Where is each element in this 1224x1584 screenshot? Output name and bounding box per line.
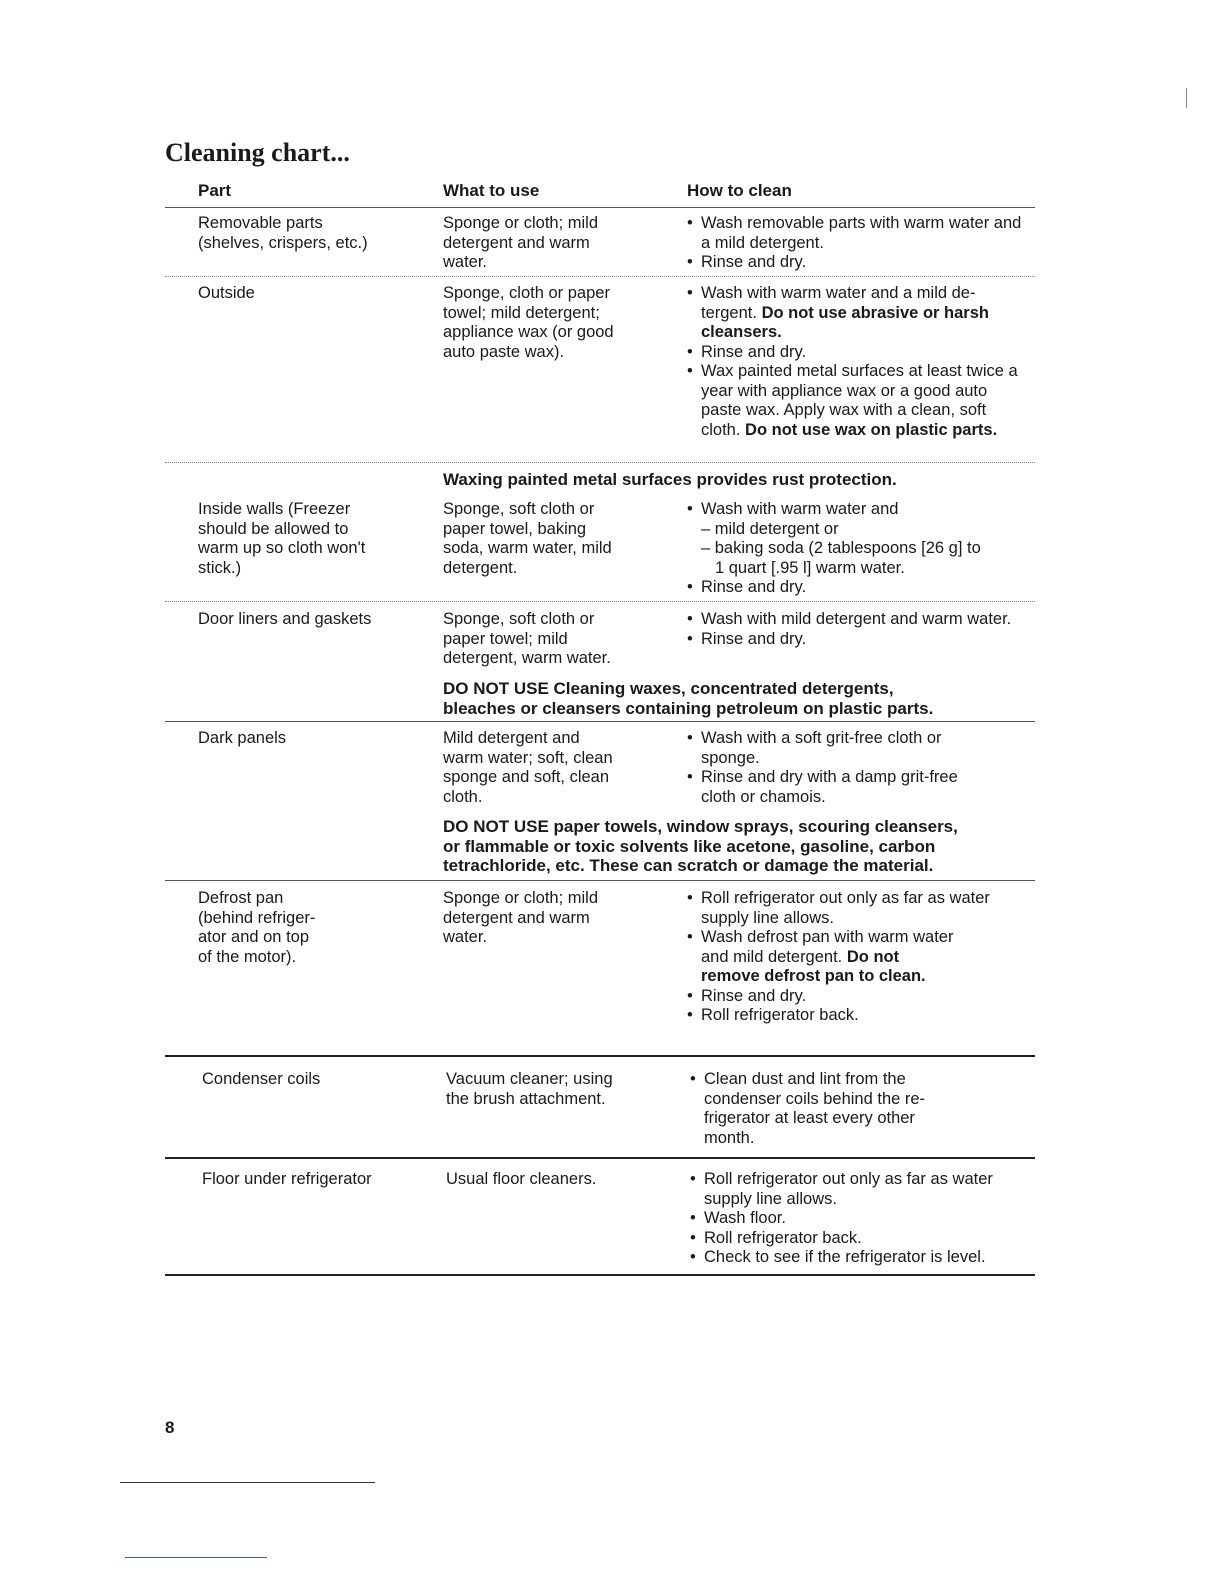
instruction-item: • Rinse and dry with a damp grit-free cloth or chamois.: [687, 768, 991, 807]
use-line: detergent, warm water.: [443, 649, 611, 667]
page-number: 8: [165, 1418, 175, 1437]
footer-blue-line: [125, 1557, 267, 1558]
row-inside-walls-part: [198, 500, 423, 578]
instruction-item: • Rinse and dry.: [687, 343, 1027, 363]
row-outside-use: [443, 284, 663, 362]
margin-mark: [1186, 88, 1187, 108]
row-divider: [165, 1055, 1035, 1057]
use-line: paper towel, baking: [443, 519, 587, 538]
use-line: towel; mild detergent;: [443, 303, 600, 322]
part-line: ator and on top: [198, 928, 310, 946]
use-line: Sponge, soft cloth or: [443, 610, 595, 628]
note-line: DO NOT USE paper towels, window sprays, scouring cleansers,: [443, 817, 958, 836]
note-plastic-parts-warning: [443, 679, 1043, 718]
part-line: (shelves, crispers, etc.): [198, 233, 368, 252]
row-door-liners-part: Door liners and gaskets: [198, 610, 372, 628]
page-title: Cleaning chart...: [165, 138, 350, 167]
row-condenser-coils-part: Condenser coils: [202, 1070, 321, 1088]
row-dark-panels-use: [443, 729, 663, 807]
note-line: DO NOT USE Cleaning waxes, concentrated detergents,: [443, 679, 894, 698]
use-line: auto paste wax).: [443, 342, 565, 361]
use-line: detergent and warm: [443, 908, 590, 927]
use-line: Sponge, soft cloth or: [443, 500, 595, 518]
note-rust-protection: Waxing painted metal surfaces provides rust protection.: [443, 470, 897, 489]
instruction-item: • Wash with a soft grit-free cloth or sponge.: [687, 729, 961, 768]
row-door-liners-use: [443, 610, 663, 669]
instruction-item: • Clean dust and lint from the condenser coils behind the re-frigerator at least every other month.: [690, 1070, 950, 1148]
instruction-warning: Do not remove defrost pan to clean.: [701, 947, 926, 985]
instruction-item: [687, 500, 1027, 578]
part-line: should be allowed to: [198, 519, 349, 538]
row-condenser-coils-use: [446, 1070, 666, 1109]
use-line: Sponge or cloth; mild: [443, 889, 599, 907]
use-line: Sponge, cloth or paper: [443, 284, 610, 302]
note-line: bleaches or cleansers containing petroleum on plastic parts.: [443, 698, 934, 718]
row-floor-use: Usual floor cleaners.: [446, 1170, 597, 1188]
header-part: Part: [198, 181, 232, 200]
part-line: (behind refriger-: [198, 908, 316, 927]
part-line: Inside walls (Freezer: [198, 500, 351, 518]
instruction-warning: Do not use wax on plastic parts.: [745, 420, 998, 439]
row-dark-panels-part: Dark panels: [198, 729, 287, 747]
instruction-item: [687, 928, 961, 987]
row-divider: [165, 601, 1035, 602]
row-inside-walls-use: [443, 500, 663, 578]
row-divider: [165, 276, 1035, 277]
row-removable-parts-part: [198, 214, 423, 253]
instruction-text: Wash with warm water and a mild de-tergent.: [701, 284, 976, 322]
note-line: or flammable or toxic solvents like acetone, gasoline, carbon: [443, 836, 936, 856]
use-line: sponge and soft, clean: [443, 768, 610, 786]
instruction-item: • Wash removable parts with warm water and a mild detergent.: [687, 214, 1027, 253]
instruction-item: • Roll refrigerator back.: [690, 1229, 1030, 1249]
instruction-text: Wash with warm water and: [701, 500, 899, 518]
part-line: Removable parts: [198, 214, 323, 232]
row-removable-parts-how: [687, 214, 1027, 273]
instruction-subitem: – baking soda (2 tablespoons [26 g] to: [701, 539, 981, 557]
header-what-to-use: What to use: [443, 181, 540, 200]
row-defrost-pan-use: [443, 889, 663, 948]
row-divider: [165, 462, 1035, 463]
use-line: paper towel; mild: [443, 629, 568, 648]
use-line: water.: [443, 928, 488, 946]
use-line: Vacuum cleaner; using: [446, 1070, 613, 1088]
instruction-item: • Wash floor.: [690, 1209, 1030, 1229]
instruction-warning: Do not use abrasive or harsh cleansers.: [701, 303, 989, 341]
row-defrost-pan-how: [687, 889, 1027, 1026]
instruction-item: • Rinse and dry.: [687, 253, 1027, 273]
row-outside-part: Outside: [198, 284, 255, 302]
use-line: warm water; soft, clean: [443, 748, 613, 767]
instruction-text: Wash defrost pan with warm water and mild detergent.: [701, 928, 954, 966]
use-line: detergent and warm: [443, 233, 590, 252]
use-line: appliance wax (or good: [443, 323, 614, 341]
instruction-subitem: 1 quart [.95 l] warm water.: [715, 558, 905, 577]
instruction-item: • Rinse and dry.: [687, 987, 1027, 1007]
use-line: water.: [443, 253, 488, 271]
header-how-to-clean: How to clean: [687, 181, 792, 200]
row-removable-parts-use: [443, 214, 663, 273]
instruction-item: [687, 362, 1027, 440]
part-line: warm up so cloth won't: [198, 539, 366, 557]
row-divider: [165, 880, 1035, 881]
row-dark-panels-how: [687, 729, 1027, 807]
instruction-item: • Roll refrigerator out only as far as water supply line allows.: [687, 889, 1027, 928]
use-line: Sponge or cloth; mild: [443, 214, 599, 232]
instruction-item: [687, 284, 1027, 343]
instruction-item: • Rinse and dry.: [687, 578, 1027, 598]
instruction-item: • Rinse and dry.: [687, 630, 1027, 650]
note-line: tetrachloride, etc. These can scratch or damage the material.: [443, 856, 934, 875]
row-floor-how: [690, 1170, 1030, 1268]
row-condenser-coils-how: [690, 1070, 950, 1148]
row-divider: [165, 1157, 1035, 1159]
row-outside-how: [687, 284, 1027, 440]
use-line: the brush attachment.: [446, 1089, 606, 1108]
footer-rule: [120, 1482, 375, 1483]
part-line: Defrost pan: [198, 889, 284, 907]
use-line: Mild detergent and: [443, 729, 580, 747]
table-bottom-rule: [165, 1274, 1035, 1276]
use-line: detergent.: [443, 558, 518, 577]
header-divider: [165, 207, 1035, 208]
row-defrost-pan-part: [198, 889, 423, 967]
use-line: cloth.: [443, 787, 483, 806]
row-divider: [165, 721, 1035, 722]
part-line: stick.): [198, 558, 242, 577]
row-door-liners-how: [687, 610, 1027, 649]
instruction-subitem: – mild detergent or: [701, 519, 839, 538]
instruction-item: • Roll refrigerator back.: [687, 1006, 1027, 1026]
part-line: of the motor).: [198, 947, 297, 966]
instruction-item: • Wash with mild detergent and warm water.: [687, 610, 1027, 630]
instruction-item: • Check to see if the refrigerator is level.: [690, 1248, 1030, 1268]
row-inside-walls-how: [687, 500, 1027, 598]
note-dark-panels-warning: [443, 817, 1043, 876]
instruction-item: • Roll refrigerator out only as far as water supply line allows.: [690, 1170, 1030, 1209]
row-floor-part: Floor under refrigerator: [202, 1170, 372, 1188]
instruction-text: Wax painted metal surfaces at least twice a year with appliance wax or a good auto paste wax. Apply wax with a clean, soft cloth.: [701, 362, 1018, 439]
use-line: soda, warm water, mild: [443, 539, 612, 557]
